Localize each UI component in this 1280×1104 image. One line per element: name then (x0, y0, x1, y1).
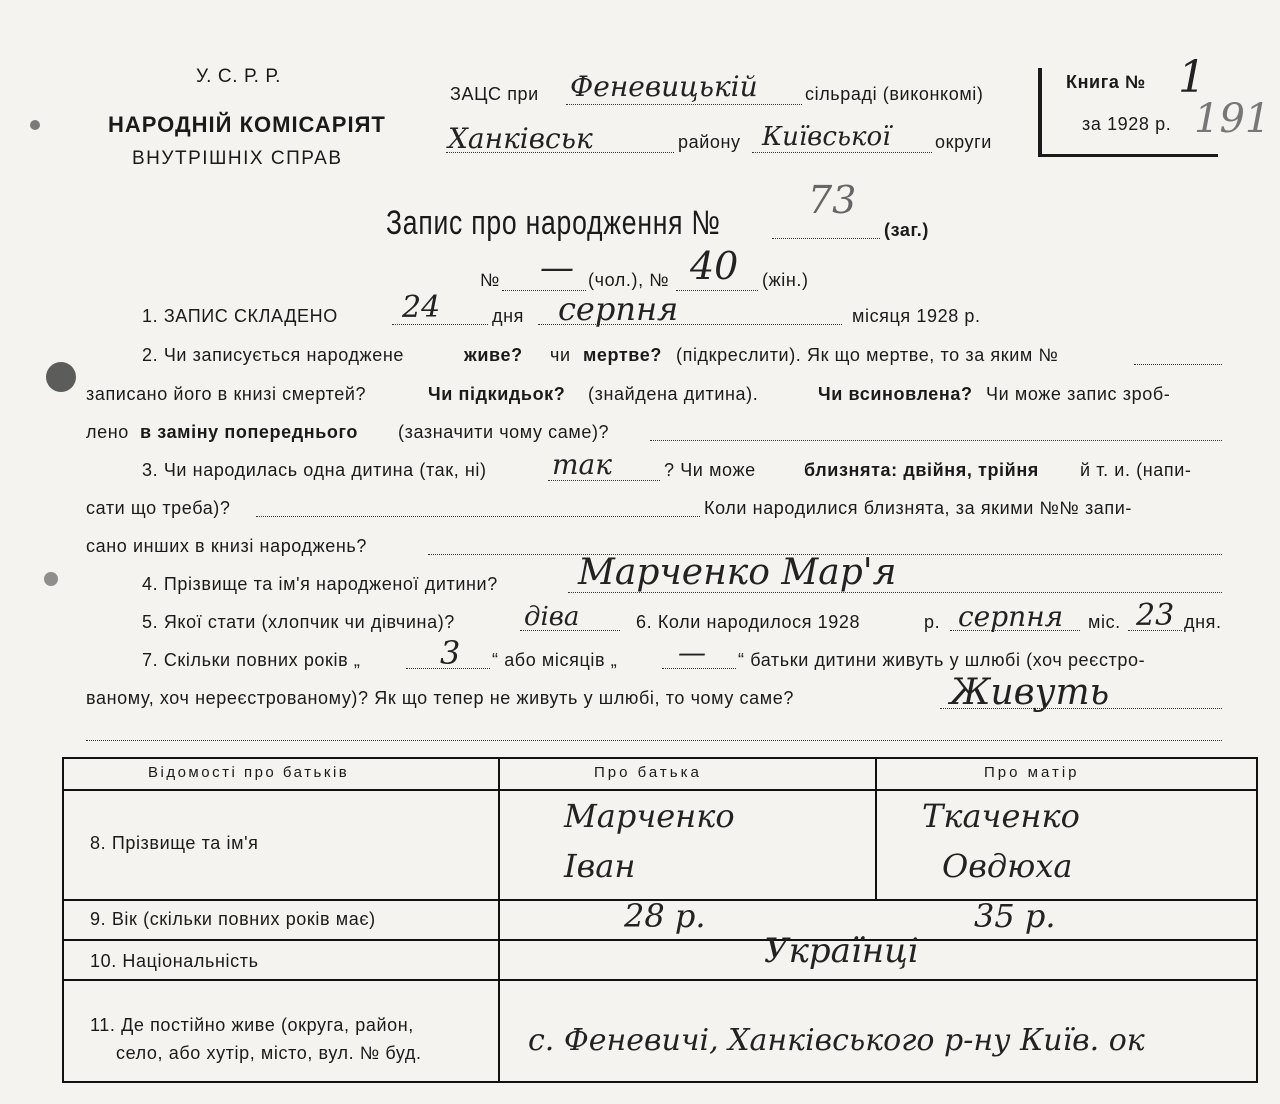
item7-months-handwritten: — (678, 636, 706, 669)
row9-label: 9. Вік (скільки повних років має) (90, 909, 376, 929)
punch-hole-stain (46, 362, 76, 392)
ink-stain (30, 120, 40, 130)
item4-label: 4. Прізвище та ім'я народженої дитини? (142, 574, 498, 594)
subtitle-female-line (676, 290, 758, 291)
header-country: У. С. Р. Р. (196, 66, 281, 87)
item2-b: (підкреслити). Як що мертве, то за яким № (676, 345, 1059, 365)
item2-g: (зазначити чому саме)? (398, 422, 610, 442)
item7-months-line (662, 668, 736, 669)
row10-label: 10. Національність (90, 951, 259, 971)
item2-alive: живе? (464, 345, 523, 365)
item2-f: лено (86, 422, 129, 442)
item3-twins: близнята: двійня, трійня (804, 460, 1039, 480)
item6-day-line (1128, 630, 1182, 631)
subtitle-female-label: (жін.) (762, 270, 809, 290)
row8-father-surname: Марченко (564, 797, 735, 835)
item3-f: сано инших в книзі народжень? (86, 536, 368, 556)
item5-line (520, 630, 620, 631)
item6-mis: міс. (1088, 612, 1121, 632)
row9-father-age: 28 р. (624, 897, 706, 935)
item7-line2 (86, 740, 1222, 741)
item2-replace: в заміну попереднього (140, 422, 358, 442)
item3-d: сати що треба)? (86, 498, 231, 518)
item2-death-no-line (1134, 364, 1222, 365)
item7-years-line (406, 668, 490, 669)
item2-e: Чи може запис зроб- (986, 384, 1171, 404)
village-council-suffix: сільраді (виконкомі) (805, 84, 984, 104)
row9-mother-age: 35 р. (974, 897, 1056, 935)
table-row-divider-4 (64, 979, 1256, 981)
item3-b: ? Чи може (664, 460, 756, 480)
item2-dead: мертве? (583, 345, 662, 365)
item6-label: 6. Коли народилося 1928 (636, 612, 861, 632)
item1-day-label: дня (492, 306, 524, 326)
item2-c: записано його в книзі смертей? (86, 384, 367, 404)
item3-handwritten: так (552, 448, 612, 481)
item2-or: чи (550, 345, 571, 365)
item3-line (548, 480, 660, 481)
item1-month-line (538, 324, 842, 325)
book-label: Книга № (1066, 72, 1146, 92)
parents-table (62, 757, 1258, 1083)
item2-a: 2. Чи записується народжене (142, 345, 404, 365)
item4-line (568, 592, 1222, 593)
row11-label-line2: село, або хутір, місто, вул. № буд. (116, 1043, 422, 1063)
item7-line (940, 708, 1222, 709)
item6-month-handwritten: серпня (958, 600, 1064, 633)
record-title: Запис про народження № (386, 204, 721, 242)
item7-d: ваному, хоч нереєстрованому)? Як що тепер не живуть у шлюбі, то чому саме? (86, 688, 794, 708)
book-year: за 1928 р. (1082, 114, 1172, 134)
item6-dnia: дня. (1184, 612, 1222, 632)
subtitle-female-handwritten: 40 (690, 244, 739, 288)
book-box-underline (1038, 154, 1218, 157)
title-number-line (772, 238, 880, 239)
subtitle-male-label: (чол.), № (588, 270, 670, 290)
ink-stain (44, 572, 58, 586)
item3-a: 3. Чи народилась одна дитина (так, ні) (142, 460, 487, 480)
okruha-line (752, 152, 932, 153)
table-row-divider-3 (64, 939, 1256, 941)
item3-twins-line (256, 516, 700, 517)
item1-label: 1. ЗАПИС СКЛАДЕНО (142, 306, 338, 326)
subtitle-no-label: № (480, 270, 500, 290)
item7-b: “ або місяців „ (492, 650, 618, 670)
header-ministry-line2: ВНУТРІШНІХ СПРАВ (132, 148, 343, 169)
margin-number-handwritten: 191 (1194, 96, 1271, 142)
row10-nationality: Українці (764, 931, 919, 971)
item7-years-handwritten: 3 (440, 634, 461, 672)
zags-prefix: ЗАЦС при (450, 84, 539, 104)
okruha-handwritten: Київської (762, 122, 891, 152)
item3-c: й т. и. (напи- (1080, 460, 1192, 480)
row11-label-line1: 11. Де постійно живе (округа, район, (90, 1015, 414, 1035)
district-handwritten: Ханківськ (448, 122, 593, 155)
table-row-divider-1 (64, 789, 1256, 791)
item7-handwritten: Живуть (950, 672, 1110, 713)
item1-month-handwritten: серпня (558, 290, 679, 328)
item7-c: “ батьки дитини живуть у шлюбі (хоч реєстро- (738, 650, 1146, 670)
item4-handwritten: Марченко Мар'я (578, 552, 897, 593)
item6-month-line (950, 630, 1080, 631)
village-council-handwritten: Феневицькій (570, 70, 758, 103)
item3-e: Коли народилися близнята, за якими №№ запи- (704, 498, 1133, 518)
item6-r: р. (924, 612, 941, 632)
table-col-divider-2 (875, 759, 877, 899)
district-label: району (678, 132, 741, 152)
item6-day-handwritten: 23 (1136, 598, 1175, 633)
row8-father-name: Іван (564, 847, 636, 885)
table-header-parents: Відомості про батьків (148, 764, 350, 781)
table-header-mother: Про матір (984, 764, 1080, 781)
item2-found: Чи підкидьок? (428, 384, 566, 404)
item1-tail: місяця 1928 р. (852, 306, 981, 326)
title-number-handwritten: 73 (808, 178, 857, 222)
item5-handwritten: діва (524, 602, 580, 632)
book-box-bar (1038, 68, 1042, 156)
row11-residence: с. Феневичі, Ханківського р-ну Київ. ок (528, 1023, 1145, 1058)
title-suffix: (заг.) (884, 220, 930, 240)
row8-mother-surname: Ткаченко (922, 797, 1080, 835)
item2-adopt: Чи всиновлена? (818, 384, 973, 404)
item2-replace-line (650, 440, 1222, 441)
item5-label: 5. Якої стати (хлопчик чи дівчина)? (142, 612, 455, 632)
table-col-divider-1 (498, 759, 500, 1081)
row8-label: 8. Прізвище та ім'я (90, 833, 259, 853)
header-ministry-line1: НАРОДНІЙ КОМІСАРІЯТ (108, 112, 386, 137)
okruha-label: округи (935, 132, 992, 152)
subtitle-male-handwritten: — (540, 248, 574, 288)
book-number-handwritten: 1 (1178, 52, 1206, 103)
item2-d: (знайдена дитина). (588, 384, 759, 404)
item1-day-handwritten: 24 (402, 290, 441, 325)
item1-day-line (392, 324, 488, 325)
district-line (446, 152, 674, 153)
item7-a: 7. Скільки повних років „ (142, 650, 361, 670)
row8-mother-name: Овдюха (942, 847, 1073, 885)
village-council-line (566, 104, 802, 105)
table-header-father: Про батька (594, 764, 702, 781)
